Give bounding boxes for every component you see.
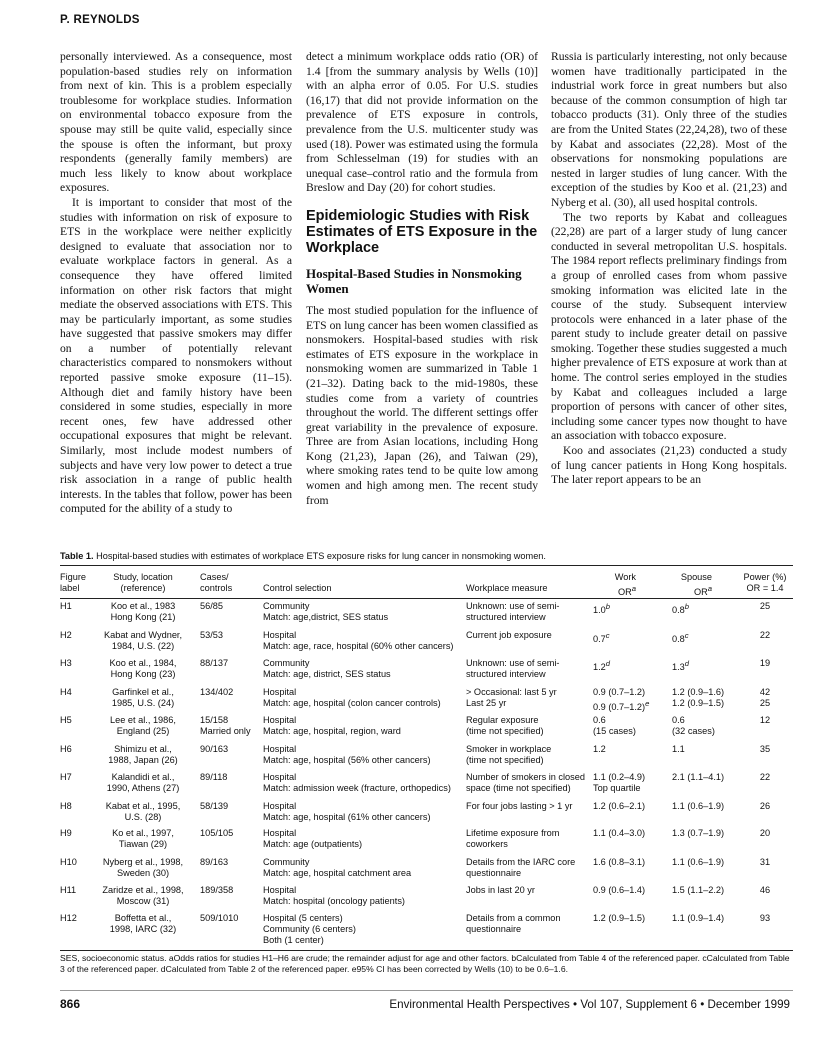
footer-rule <box>60 990 793 991</box>
cell-cases-controls <box>200 885 258 896</box>
control-match: Match: age, hospital (colon cancer controls) <box>263 698 441 709</box>
cell-figure-label <box>60 857 90 868</box>
cell-study <box>92 772 194 794</box>
cell-power <box>736 913 794 924</box>
control-match: Match: admission week (fracture, orthopedics) <box>263 783 451 794</box>
work-or-2: Top quartile <box>593 783 641 794</box>
study-line-1: Kabat et al., 1995, <box>105 801 181 811</box>
table-row <box>60 828 793 854</box>
work-or: 0.9 (0.7–1.2) <box>593 687 646 697</box>
work-or-2: (15 cases) <box>593 726 636 737</box>
figure-label: H3 <box>60 658 72 668</box>
table-caption-text: Hospital-based studies with estimates of workplace ETS exposure risks for lung cancer in nonsmoking women. <box>93 551 546 561</box>
cell-spouse-or <box>672 744 742 755</box>
figure-label: H1 <box>60 601 72 611</box>
footnote-marker: d <box>684 659 690 668</box>
study-line-1: Kabat and Wydner, <box>103 630 183 640</box>
control-type: Community <box>263 601 310 611</box>
control-type: Hospital <box>263 801 297 811</box>
cell-cases-controls <box>200 801 258 812</box>
cell-work-or <box>593 801 663 812</box>
cell-cases-controls <box>200 630 258 641</box>
cell-study <box>92 828 194 850</box>
workplace-line-1: Jobs in last 20 yr <box>466 885 535 895</box>
header-controls: controls <box>200 583 233 594</box>
spouse-or: 0.6 <box>672 715 685 725</box>
control-type: Hospital (5 centers) <box>263 913 343 923</box>
cell-cases-controls <box>200 828 258 839</box>
cell-spouse-or <box>672 601 742 616</box>
spouse-or: 1.1 <box>672 744 685 754</box>
cell-figure-label <box>60 601 90 612</box>
table-row <box>60 857 793 883</box>
footnote-marker: c <box>684 631 689 640</box>
work-or: 0.9 (0.6–1.4) <box>593 885 646 895</box>
cell-control-selection <box>263 772 463 794</box>
cell-workplace-measure <box>466 630 596 641</box>
cell-control-selection <box>263 885 463 907</box>
header-label: label <box>60 583 80 594</box>
control-match: Match: age (outpatients) <box>263 839 363 850</box>
cases-controls: 90/163 <box>200 744 229 754</box>
cell-figure-label <box>60 801 90 812</box>
header-spouse-or: OR <box>693 587 708 598</box>
cell-figure-label <box>60 885 90 896</box>
cell-figure-label <box>60 772 90 783</box>
cell-power <box>736 715 794 726</box>
control-type: Hospital <box>263 885 297 895</box>
cell-figure-label <box>60 687 90 698</box>
cell-work-or <box>593 687 663 713</box>
workplace-line-1: Regular exposure <box>466 715 539 725</box>
cases-controls: 15/158 <box>200 715 229 725</box>
cell-spouse-or <box>672 857 742 868</box>
table-top-rule <box>60 565 793 566</box>
workplace-line-1: > Occasional: last 5 yr <box>466 687 557 697</box>
cell-spouse-or <box>672 687 742 709</box>
workplace-line-2: (time not specified) <box>466 726 544 737</box>
cell-workplace-measure <box>466 828 596 850</box>
spouse-or-2: 1.2 (0.9–1.5) <box>672 698 725 709</box>
work-or: 0.7 <box>593 634 606 645</box>
cell-workplace-measure <box>466 857 596 879</box>
subsection-heading: Hospital-Based Studies in Nonsmoking Women <box>306 265 522 296</box>
cell-control-selection <box>263 801 463 823</box>
cases-controls: 56/85 <box>200 601 223 611</box>
spouse-or: 1.1 (0.6–1.9) <box>672 801 725 811</box>
control-match: Match: age, hospital, region, ward <box>263 726 401 737</box>
spouse-or: 1.2 (0.9–1.6) <box>672 687 725 697</box>
cell-work-or <box>593 658 663 673</box>
workplace-line-1: Number of smokers in closed <box>466 772 585 782</box>
study-line-2: Moscow (31) <box>116 896 170 907</box>
cell-spouse-or <box>672 885 742 896</box>
cell-control-selection <box>263 715 463 737</box>
control-type: Hospital <box>263 630 297 640</box>
figure-label: H5 <box>60 715 72 725</box>
spouse-or: 1.1 (0.9–1.4) <box>672 913 725 923</box>
table-caption-label: Table 1. <box>60 551 94 561</box>
table-row <box>60 913 793 946</box>
cases-controls: 89/118 <box>200 772 228 782</box>
cell-workplace-measure <box>466 687 596 709</box>
header-spouse: Spouse <box>680 572 712 582</box>
power: 26 <box>759 801 771 811</box>
workplace-line-2: structured interview <box>466 669 546 680</box>
cell-cases-controls <box>200 658 258 669</box>
header-workplace-measure: Workplace measure <box>466 583 548 593</box>
cell-spouse-or <box>672 772 742 783</box>
study-line-1: Koo et al., 1983 <box>110 601 176 611</box>
paragraph: personally interviewed. As a consequence, most population-based studies rely on information from next of kin. This is a problem especially troublesome for workplace studies. Information on environmental tobacco exposure from the spouse may still be quite valid, especially since the spouse is often the informant, but proxy respondents (generally family members) are much less likely to know about workplace exposures. <box>60 50 292 195</box>
cell-power <box>736 630 794 641</box>
study-line-2: 1998, IARC (32) <box>109 924 177 935</box>
control-type: Hospital <box>263 828 297 838</box>
cell-cases-controls <box>200 913 258 924</box>
cell-power <box>736 772 794 783</box>
cases-controls: 58/139 <box>200 801 229 811</box>
spouse-or: 1.3 (0.7–1.9) <box>672 828 725 838</box>
workplace-line-1: Current job exposure <box>466 630 552 640</box>
cell-figure-label <box>60 630 90 641</box>
footnote-marker: c <box>605 631 610 640</box>
cell-study <box>92 601 194 623</box>
cell-study <box>92 801 194 823</box>
cell-figure-label <box>60 913 90 924</box>
cell-power <box>736 658 794 669</box>
table-row <box>60 601 793 627</box>
paragraph: The most studied population for the influence of ETS on lung cancer has been women classified as nonsmokers. Hospital-based studies with risk estimates of ETS exposure in the workplace in nonsmoking women are summarized in Table 1 (21–32). Dating back to the mid-1980s, these studies come from a variety of countries throughout the world. The different settings offer great variability in the prevalence of exposure. Three are from Asian locations, including Hong Kong (21,23), Japan (26), and Taiwan (29), where smoking rates tend to be quite low among women and high among men. The recent study from <box>306 303 538 507</box>
power: 20 <box>759 828 771 838</box>
work-or: 1.2 (0.6–2.1) <box>593 801 646 811</box>
spouse-or: 0.8 <box>672 634 685 645</box>
cell-cases-controls <box>200 687 258 698</box>
control-match: Match: age, hospital catchment area <box>263 868 412 879</box>
work-or: 1.6 (0.8–3.1) <box>593 857 646 867</box>
work-or: 1.2 <box>593 744 606 754</box>
work-or: 1.0 <box>593 605 606 616</box>
table-row <box>60 687 793 713</box>
power: 25 <box>759 601 771 611</box>
footnote-marker: d <box>605 659 611 668</box>
study-line-1: Shimizu et al., <box>114 744 172 754</box>
cell-work-or <box>593 772 663 794</box>
study-line-1: Ko et al., 1997, <box>112 828 174 838</box>
table-row <box>60 630 793 656</box>
table-row <box>60 744 793 770</box>
study-line-2: Tiawan (29) <box>118 839 168 850</box>
cell-workplace-measure <box>466 913 596 935</box>
cell-study <box>92 630 194 652</box>
cell-work-or <box>593 885 663 896</box>
study-line-2: 1984, U.S. (22) <box>111 641 175 652</box>
study-line-1: Boffetta et al., <box>114 913 172 923</box>
workplace-line-1: Unknown: use of semi- <box>466 658 560 668</box>
cell-control-selection <box>263 687 463 709</box>
power: 42 <box>759 687 771 697</box>
study-line-2: Hong Kong (21) <box>110 612 176 623</box>
cell-power <box>736 687 794 709</box>
power: 12 <box>759 715 771 725</box>
work-or: 1.1 (0.4–3.0) <box>593 828 646 838</box>
cases-controls: 53/53 <box>200 630 223 640</box>
cell-study <box>92 913 194 935</box>
cell-spouse-or <box>672 630 742 645</box>
work-or: 1.2 <box>593 662 606 673</box>
cell-work-or <box>593 828 663 839</box>
cell-cases-controls <box>200 857 258 868</box>
control-match: Match: hospital (oncology patients) <box>263 896 405 907</box>
cell-cases-controls <box>200 601 258 612</box>
cell-work-or <box>593 715 663 737</box>
paragraph: Russia is particularly interesting, not only because women have traditionally participated in the industrial work force in great numbers but also because of the common consumption of high tar tobacco products (31). Only three of the studies are from the United States (22,24,28), two of these by Kabat and associates (22,28). Most of the observations for nonsmoking populations are nested in larger studies of lung cancer. With the exception of the studies by Koo et al. (21,23) and Nyberg et al. (30), all used hospital controls. <box>551 50 787 209</box>
figure-label: H12 <box>60 913 77 923</box>
cell-study <box>92 885 194 907</box>
cell-control-selection <box>263 658 463 680</box>
header-cases: Cases/ <box>200 572 229 582</box>
control-match: Match: age,district, SES status <box>263 612 389 623</box>
cell-power <box>736 744 794 755</box>
table-row <box>60 715 793 741</box>
control-match: Community (6 centers) <box>263 924 356 935</box>
cell-power <box>736 601 794 612</box>
work-or: 0.6 <box>593 715 606 725</box>
work-or: 1.2 (0.9–1.5) <box>593 913 646 923</box>
cell-control-selection <box>263 828 463 850</box>
workplace-line-1: For four jobs lasting > 1 yr <box>466 801 573 811</box>
workplace-line-1: Details from a common <box>466 913 561 923</box>
study-line-1: Zaridze et al., 1998, <box>102 885 184 895</box>
cell-control-selection <box>263 744 463 766</box>
header-study: Study, location <box>113 572 173 582</box>
control-extra: Both (1 center) <box>263 935 324 946</box>
running-header-author: P. REYNOLDS <box>60 14 140 26</box>
cell-control-selection <box>263 913 463 947</box>
workplace-line-2: coworkers <box>466 839 508 850</box>
table-row <box>60 885 793 911</box>
control-type: Community <box>263 658 310 668</box>
cell-control-selection <box>263 630 463 652</box>
power: 46 <box>759 885 771 895</box>
cell-spouse-or <box>672 715 742 737</box>
figure-label: H11 <box>60 885 77 895</box>
workplace-line-2: space (time not specified) <box>466 783 571 794</box>
work-or-2: 0.9 (0.7–1.2) <box>593 702 646 713</box>
cell-cases-controls <box>200 715 258 737</box>
figure-label: H9 <box>60 828 72 838</box>
paragraph: The two reports by Kabat and colleagues (22,28) are part of a larger study of lung cancer conducted in several metropolitan U.S. hospitals. The 1984 report reflects preliminary findings from a group of enrolled cases from whom passive smoking information was elicited late in the course of the study. Subsequent interview protocols were enhanced in a later phase of the parent study to include greater detail on passive smoking. Together these studies suggested a much higher prevalence of ETS exposure at work than at home. The control series employed in the studies by Kabat and colleagues included a large proportion of persons with cancer of other sites, including some cancer types now thought to have an association with tobacco exposure. <box>551 210 787 443</box>
cell-figure-label <box>60 658 90 669</box>
table-row <box>60 658 793 684</box>
cell-workplace-measure <box>466 744 596 766</box>
paragraph: detect a minimum workplace odds ratio (OR) of 1.4 [from the summary analysis by Wells (10)] with an alpha error of 0.05. For U.S. studies (16,17) that did not provide information on the prevalence of ETS exposure in controls, prevalence from the U.S. multicenter study was used (18). Power was estimated using the formula from Schlesselman (19) for studies with an unequal case–control ratio and the formula from Breslow and Day (20) for cohort studies. <box>306 50 538 195</box>
cell-work-or <box>593 744 663 755</box>
cell-power <box>736 828 794 839</box>
cell-workplace-measure <box>466 658 596 680</box>
cell-work-or <box>593 630 663 645</box>
footnote-marker: e <box>645 699 650 709</box>
journal-footer: Environmental Health Perspectives • Vol 107, Supplement 6 • December 1999 <box>389 998 790 1011</box>
cases-controls: 88/137 <box>200 658 229 668</box>
paragraph: Koo and associates (21,23) conducted a study of lung cancer patients in Hong Kong hospitals. The later report appears to be an <box>551 444 787 487</box>
cell-control-selection <box>263 601 463 623</box>
study-line-2: 1985, U.S. (24) <box>111 698 175 709</box>
spouse-or-2: (32 cases) <box>672 726 715 737</box>
cell-workplace-measure <box>466 601 596 623</box>
figure-label: H6 <box>60 744 72 754</box>
table-header: Figure label Study, location (reference) Cases/ controls Control selection Workplace measure Work $OR^a$ Spouse $OR^a$ Power (%) OR = 1.4 <box>60 572 787 598</box>
cell-cases-controls <box>200 772 258 783</box>
control-match: Match: age, hospital (61% other cancers) <box>263 812 431 823</box>
figure-label: H4 <box>60 687 72 697</box>
study-line-1: Nyberg et al., 1998, <box>102 857 184 867</box>
section-heading: Epidemiologic Studies with Risk Estimates of ETS Exposure in the Workplace <box>306 207 538 256</box>
study-line-1: Garfinkel et al., <box>112 687 174 697</box>
table-bottom-rule <box>60 950 793 951</box>
cell-spouse-or <box>672 828 742 839</box>
cell-power <box>736 885 794 896</box>
figure-label: H8 <box>60 801 72 811</box>
cases-note: Married only <box>200 726 251 737</box>
workplace-line-2: questionnaire <box>466 924 522 935</box>
cell-study <box>92 687 194 709</box>
table-header-rule <box>60 598 793 599</box>
cell-figure-label <box>60 828 90 839</box>
spouse-or: 2.1 (1.1–4.1) <box>672 772 725 782</box>
cell-workplace-measure <box>466 715 596 737</box>
cell-work-or <box>593 601 663 616</box>
text-column-2 <box>306 50 538 508</box>
study-line-2: U.S. (28) <box>124 812 162 823</box>
cell-study <box>92 658 194 680</box>
cell-workplace-measure <box>466 885 596 896</box>
power: 22 <box>759 772 771 782</box>
workplace-line-2: Last 25 yr <box>466 698 507 709</box>
workplace-line-1: Unknown: use of semi- <box>466 601 560 611</box>
cell-workplace-measure <box>466 801 596 812</box>
control-type: Hospital <box>263 715 297 725</box>
control-type: Hospital <box>263 687 297 697</box>
workplace-line-1: Smoker in workplace <box>466 744 552 754</box>
cell-study <box>92 857 194 879</box>
cell-study <box>92 715 194 737</box>
cell-spouse-or <box>672 913 742 924</box>
power: 35 <box>759 744 771 754</box>
workplace-line-1: Details from the IARC core <box>466 857 576 867</box>
spouse-or: 0.8 <box>672 605 685 616</box>
control-match: Match: age, race, hospital (60% other cancers) <box>263 641 454 652</box>
header-figure: Figure <box>60 572 87 582</box>
header-power-or: OR = 1.4 <box>746 583 784 594</box>
table-row <box>60 801 793 827</box>
cell-figure-label <box>60 744 90 755</box>
cell-power <box>736 801 794 812</box>
control-type: Hospital <box>263 744 297 754</box>
study-line-2: Hong Kong (23) <box>110 669 176 680</box>
cell-cases-controls <box>200 744 258 755</box>
control-type: Community <box>263 857 310 867</box>
control-match: Match: age, hospital (56% other cancers) <box>263 755 431 766</box>
power: 19 <box>759 658 771 668</box>
workplace-line-2: (time not specified) <box>466 755 544 766</box>
cell-figure-label <box>60 715 90 726</box>
cases-controls: 105/105 <box>200 828 234 838</box>
power: 31 <box>759 857 771 867</box>
workplace-line-2: questionnaire <box>466 868 522 879</box>
footnote-marker: b <box>684 602 690 611</box>
study-line-2: 1988, Japan (26) <box>108 755 178 766</box>
study-line-1: Kalandidi et al., <box>111 772 175 782</box>
power: 93 <box>759 913 771 923</box>
cell-work-or <box>593 913 663 924</box>
cases-controls: 189/358 <box>200 885 234 895</box>
page-number: 866 <box>60 997 81 1011</box>
workplace-line-1: Lifetime exposure from <box>466 828 560 838</box>
paragraph: It is important to consider that most of the studies with information on risk of exposure to ETS in the workplace were neither explicitly designed to evaluate that association nor to evaluate workplace factors in general. As a consequence they have offered limited information on other risk factors that might mediate the observed associations with ETS. This may be particularly important, as some studies have suggested that passive smokers may differ on a number of potentially relevant characteristics compared to nonsmokers without reported passive smoke exposure (11–15). Although diet and family history have been considered in some studies, especially in more recent ones, few have addressed other occupational exposures that might be relevant. Similarly, most include modest numbers of subjects and have very low power to detect a true risk association in a range of public health interests. In the tables that follow, power has been computed for the ability of a study to <box>60 195 292 516</box>
study-line-2: England (25) <box>116 726 170 737</box>
cell-workplace-measure <box>466 772 596 794</box>
header-reference: (reference) <box>120 583 166 594</box>
figure-label: H2 <box>60 630 72 640</box>
table-caption <box>60 551 790 561</box>
cell-spouse-or <box>672 801 742 812</box>
table-footnote: SES, socioeconomic status. aOdds ratios for studies H1–H6 are crude; the remainder adjust for age and other factors. bCalculated from Table 4 of the referenced paper. cCalculated from Table 3 of the referenced paper. dCalculated from Table 2 of the referenced paper. e95% CI has been corrected by Wells (10) to be 0.6–1.6. <box>60 953 790 974</box>
cell-work-or <box>593 857 663 868</box>
study-line-2: 1990, Athens (27) <box>106 783 180 794</box>
header-control-selection: Control selection <box>263 583 332 593</box>
cases-controls: 509/1010 <box>200 913 239 923</box>
workplace-line-2: structured interview <box>466 612 546 623</box>
figure-label: H10 <box>60 857 77 867</box>
study-line-2: Sweden (30) <box>116 868 170 879</box>
text-column-3 <box>551 50 787 488</box>
power-2: 25 <box>759 698 771 709</box>
cases-controls: 89/163 <box>200 857 229 867</box>
table-row <box>60 772 793 798</box>
work-or: 1.1 (0.2–4.9) <box>593 772 646 782</box>
power: 22 <box>759 630 771 640</box>
header-work: Work <box>614 572 636 582</box>
text-column-1 <box>60 50 292 517</box>
header-power: Power (%) <box>743 572 787 582</box>
cell-study <box>92 744 194 766</box>
spouse-or: 1.5 (1.1–2.2) <box>672 885 725 895</box>
header-work-or: OR <box>617 587 632 598</box>
cases-controls: 134/402 <box>200 687 234 697</box>
cell-power <box>736 857 794 868</box>
study-line-1: Koo et al., 1984, <box>109 658 177 668</box>
spouse-or: 1.1 (0.6–1.9) <box>672 857 725 867</box>
footnote-marker: b <box>605 602 611 611</box>
control-match: Match: age, district, SES status <box>263 669 391 680</box>
cell-spouse-or <box>672 658 742 673</box>
figure-label: H7 <box>60 772 72 782</box>
control-type: Hospital <box>263 772 297 782</box>
cell-control-selection <box>263 857 463 879</box>
study-line-1: Lee et al., 1986, <box>110 715 176 725</box>
spouse-or: 1.3 <box>672 662 685 673</box>
